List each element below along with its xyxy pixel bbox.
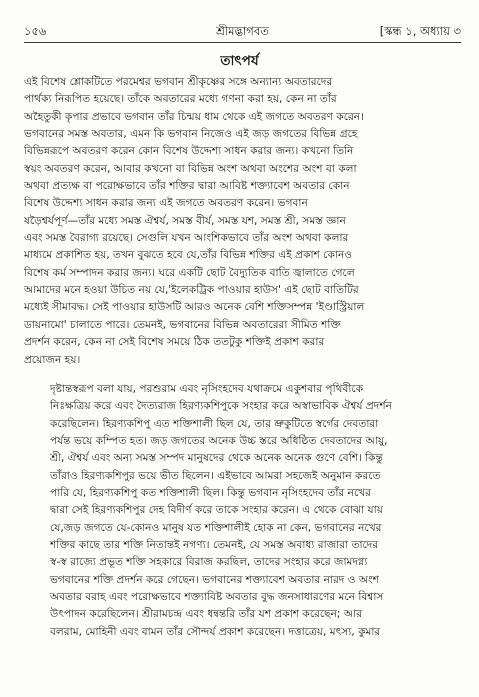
text-line: স্বয়ং অবতরণ করেন, আবার কখনো বা বিভিন্ন অংশ অথবা অংশের অংশ বা কলা xyxy=(24,162,357,175)
text-line: নিঃক্ষত্রিয় করে এবং দৈত্যরাজ হিরণ্যকশিপুকে সংহার করে অস্বাভাবিক ঐশ্বর্য প্রদর্শন xyxy=(50,400,392,413)
text-line: অহৈতুকী কৃপার প্রভাবে ভগবান তাঁর চিন্ময় ধাম থেকে এই জগতে অবতরণ করেন। xyxy=(24,110,364,123)
text-line: অথবা প্রত্যক্ষ বা পরোক্ষভাবে তাঁর শক্তির দ্বারা আবিষ্ট শক্ত্যাবেশ অবতার কোন xyxy=(24,180,350,193)
section-reference: [স্কন্ধ ১, অধ্যায় ৩ xyxy=(379,24,461,38)
text-line: তাঁরাও হিরণ্যকশিপুর ভয়ে ভীত ছিলেন। এইভাবে আমরা সহজেই অনুমান করতে xyxy=(50,469,381,482)
text-line: ডায়নামো' চালাতে পারে। তেমনই, ভগবানের বিভিন্ন অবতারেরা সীমিত শক্তি xyxy=(24,318,341,331)
purport-body xyxy=(24,74,461,641)
text-line: বিভিন্নরূপে অবতরণ করেন কোন বিশেষ উদ্দেশ্য সাধন করার জন্য। কখনো তিনি xyxy=(24,145,354,158)
purport-heading: তাৎপর্য xyxy=(220,53,259,69)
text-line: আমাদের মনে হওয়া উচিত নয় যে,'ইলেকট্রিক পাওয়ার হাউস' এই ছোট বাতিটির xyxy=(24,284,359,297)
text-line: মধ্যেই সীমাবদ্ধ। সেই পাওয়ার হাউসটি আরও অনেক বেশি শক্তিসম্পন্ন 'ইণ্ডাস্ট্রিয়াল xyxy=(24,301,365,314)
page-header xyxy=(24,20,461,43)
text-line: প্রয়োজন হয়। xyxy=(24,353,81,366)
text-line: পারি যে, হিরণ্যকশিপু কত শক্তিশালী ছিল। কিন্তু ভগবান নৃসিংহদেব তাঁর নখের xyxy=(50,486,371,499)
text-line: অবতার বরাহ এবং পরোক্ষভাবে শক্ত্যাবিষ্ট অবতার বুদ্ধ জনসাধারণের মনে বিশ্বাস xyxy=(50,590,384,603)
text-line: করেছিলেন। হিরণ্যকশিপু এত শক্তিশালী ছিল যে, তার ভ্রুকুটিতে স্বর্গের দেবতারা xyxy=(50,417,379,430)
text-line: দ্বারা সেই হিরণ্যকশিপুর দেহ বিদীর্ণ করে তাকে সংহার করেন। এ থেকে বোঝা যায় xyxy=(50,504,383,517)
text-line: দৃষ্টান্তস্বরূপ বলা যায়, পরশুরাম এবং নৃসিংহদেব যথাক্রমে একুশবার পৃথিবীকে xyxy=(50,382,364,395)
text-line: উৎপাদন করেছিলেন। শ্রীরামচন্দ্র এবং ধন্বন্তরি তাঁর যশ প্রকাশ করেছেন; আর xyxy=(50,608,363,621)
text-line: প্রদর্শন করেন, কেন না সেই বিশেষ সময়ে ঠিক ততটুকু শক্তিই প্রকাশ করার xyxy=(24,336,325,349)
text-line: স্ব-স্ব রাজ্যে প্রভূত শক্তি সহকারে বিরাজ করছিল, তাদের সংহার করে জামদগ্ন্য xyxy=(50,556,368,569)
text-line: মাধ্যমে প্রকাশিত হয়, তখন বুঝতে হবে যে,তাঁর বিভিন্ন শক্তির এই প্রকাশ কোনও xyxy=(24,249,353,262)
text-line: শ্রী, ঐশ্বর্য এবং অন্য সমস্ত সম্পদ মানুষদের থেকে অনেক অনেক গুণে বেশি। কিন্তু xyxy=(50,452,383,465)
purport-paragraph-2 xyxy=(24,381,461,641)
text-line: ভগবানের শক্তি প্রদর্শন করে গেছেন। ভগবানের শক্ত্যাবেশ অবতার নারদ ও অংশ xyxy=(50,573,379,586)
text-line: এবং সমস্ত বৈরাগ্য রয়েছে। সেগুলি যখন আংশিকভাবে তাঁর অংশ অথবা কলার xyxy=(24,232,349,245)
text-line: শক্তির কাছে তার শক্তি নিতান্তই নগণ্য। তেমনই, যে সমস্ত অবাধ্য রাজারা তাদের xyxy=(50,538,379,551)
book-title: শ্রীমদ্ভাগবত xyxy=(216,24,269,38)
text-line: ষড়ৈশ্বর্যপূর্ণ—তাঁর মধ্যে সমস্ত ঐশ্বর্য, সমস্ত বীর্য, সমস্ত যশ, সমস্ত শ্রী, সমস্ত জ্ঞান xyxy=(24,214,346,227)
page-number: ১৫৬ xyxy=(24,24,47,38)
text-line: যে,জড় জগতে যে-কোনও মানুষ যত শক্তিশালীই হোক না কেন, ভগবানের নখের xyxy=(50,521,382,534)
purport-paragraph-1 xyxy=(24,74,461,369)
text-line: বলরাম, মোহিনী এবং বামন তাঁর সৌন্দর্য প্রকাশ করেছেন। দত্তাত্রেয়, মৎস্য, কুমার xyxy=(50,625,381,638)
text-line: ভগবানের সমস্ত অবতার, এমন কি ভগবান নিজেও এই জড় জগতের বিভিন্ন গ্রহে xyxy=(24,128,358,141)
text-line: এই বিশেষ শ্লোকটিতে পরমেশ্বর ভগবান শ্রীকৃষ্ণের সঙ্গে অন্যান্য অবতারদের xyxy=(24,76,333,88)
text-line: পার্থক্য নিরূপিত হয়েছে। তাঁকে অবতারের মধ্যে গণনা করা হয়, কেন না তাঁর xyxy=(24,93,337,106)
text-line: বিশেষ উদ্দেশ্য সাধন করার জন্য এই জগতে অবতরণ করেন। ভগবান xyxy=(24,197,308,210)
text-line: পর্যন্ত ভয়ে কম্পিত হত। জড় জগতের অনেক উচ্চ স্তরে অধিষ্ঠিত দেবতাদের আয়ু, xyxy=(50,434,388,447)
text-line: বিশেষ কর্ম সম্পাদন করার জন্য। ঘরে একটি ছোট বৈদ্যুতিক বাতি জ্বালাতে গেলে xyxy=(24,266,355,279)
